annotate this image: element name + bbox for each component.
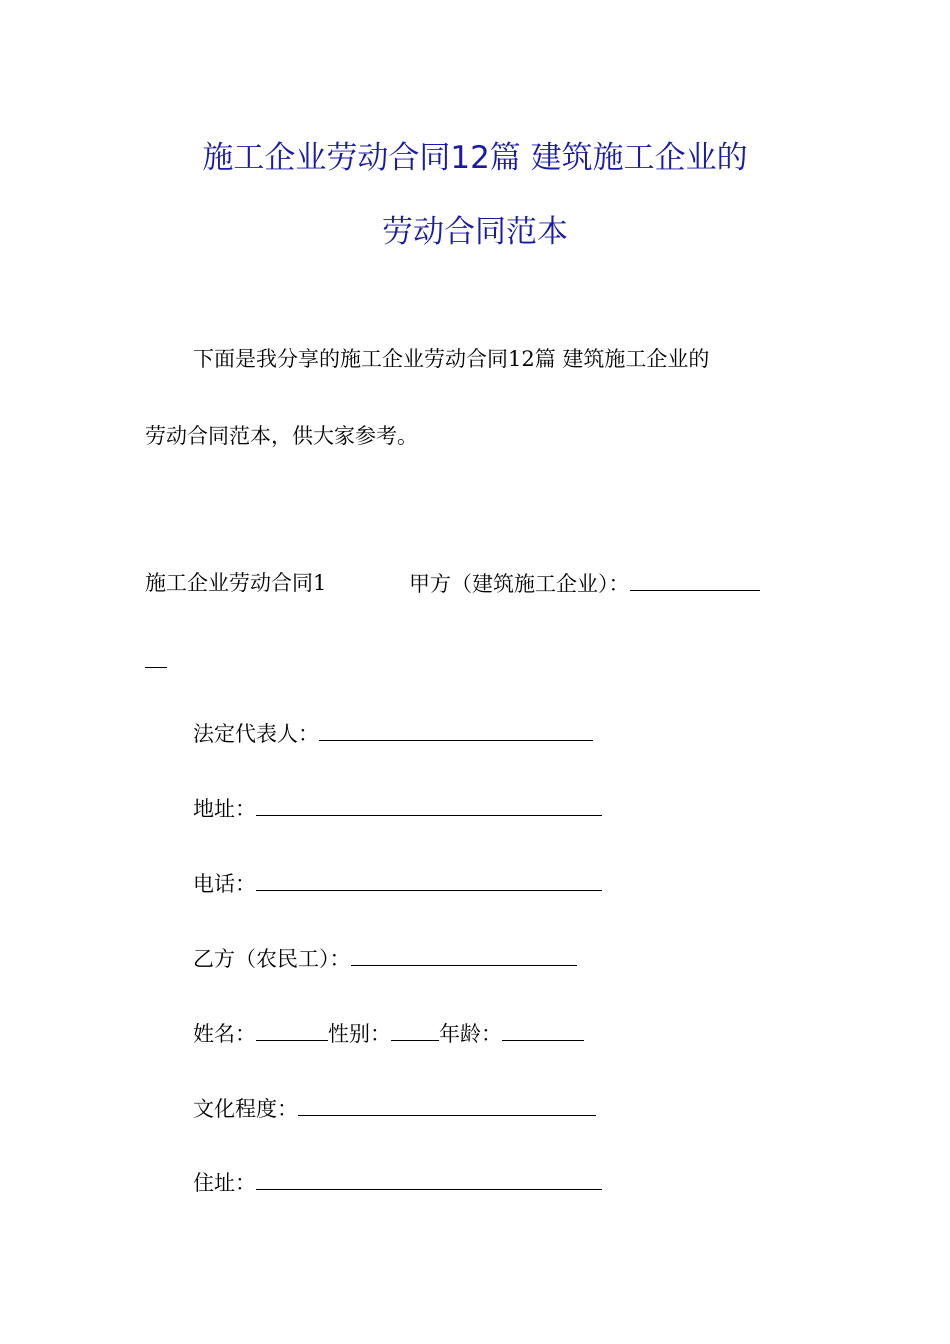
contract-heading: 施工企业劳动合同1	[145, 571, 327, 595]
party-a-blank	[630, 568, 760, 591]
party-b-row	[193, 943, 577, 974]
age-label: 年龄：	[439, 1022, 502, 1046]
document-title-line-1: 施工企业劳动合同12篇 建筑施工企业的	[202, 140, 748, 176]
address-blank	[256, 793, 602, 816]
gender-blank	[391, 1018, 439, 1041]
party-a-row	[409, 568, 760, 599]
phone-label: 电话：	[193, 872, 256, 896]
education-row	[193, 1093, 596, 1124]
age-blank	[502, 1018, 584, 1041]
education-label: 文化程度：	[193, 1097, 298, 1121]
residence-blank	[256, 1167, 602, 1190]
gender-label: 性别：	[328, 1022, 391, 1046]
name-blank	[256, 1018, 328, 1041]
party-b-blank	[351, 943, 577, 966]
phone-row	[193, 868, 602, 899]
party-b-label: 乙方（农民工）：	[193, 947, 351, 971]
party-a-label: 甲方（建筑施工企业）：	[409, 572, 630, 596]
intro-line-1: 下面是我分享的施工企业劳动合同12篇 建筑施工企业的	[193, 347, 710, 371]
party-a-blank-continued	[145, 645, 167, 668]
residence-label: 住址：	[193, 1171, 256, 1195]
education-blank	[298, 1093, 596, 1116]
document-title-line-2: 劳动合同范本	[382, 214, 568, 250]
name-label: 姓名：	[193, 1022, 256, 1046]
residence-row	[193, 1167, 602, 1198]
legal-rep-label: 法定代表人：	[193, 722, 319, 746]
legal-rep-row	[193, 718, 593, 749]
legal-rep-blank	[319, 718, 593, 741]
address-label: 地址：	[193, 797, 256, 821]
phone-blank	[256, 868, 602, 891]
name-gender-age-row	[193, 1018, 584, 1049]
intro-line-2: 劳动合同范本，供大家参考。	[145, 424, 418, 448]
address-row	[193, 793, 602, 824]
party-a-blank-continued-row	[145, 645, 167, 676]
